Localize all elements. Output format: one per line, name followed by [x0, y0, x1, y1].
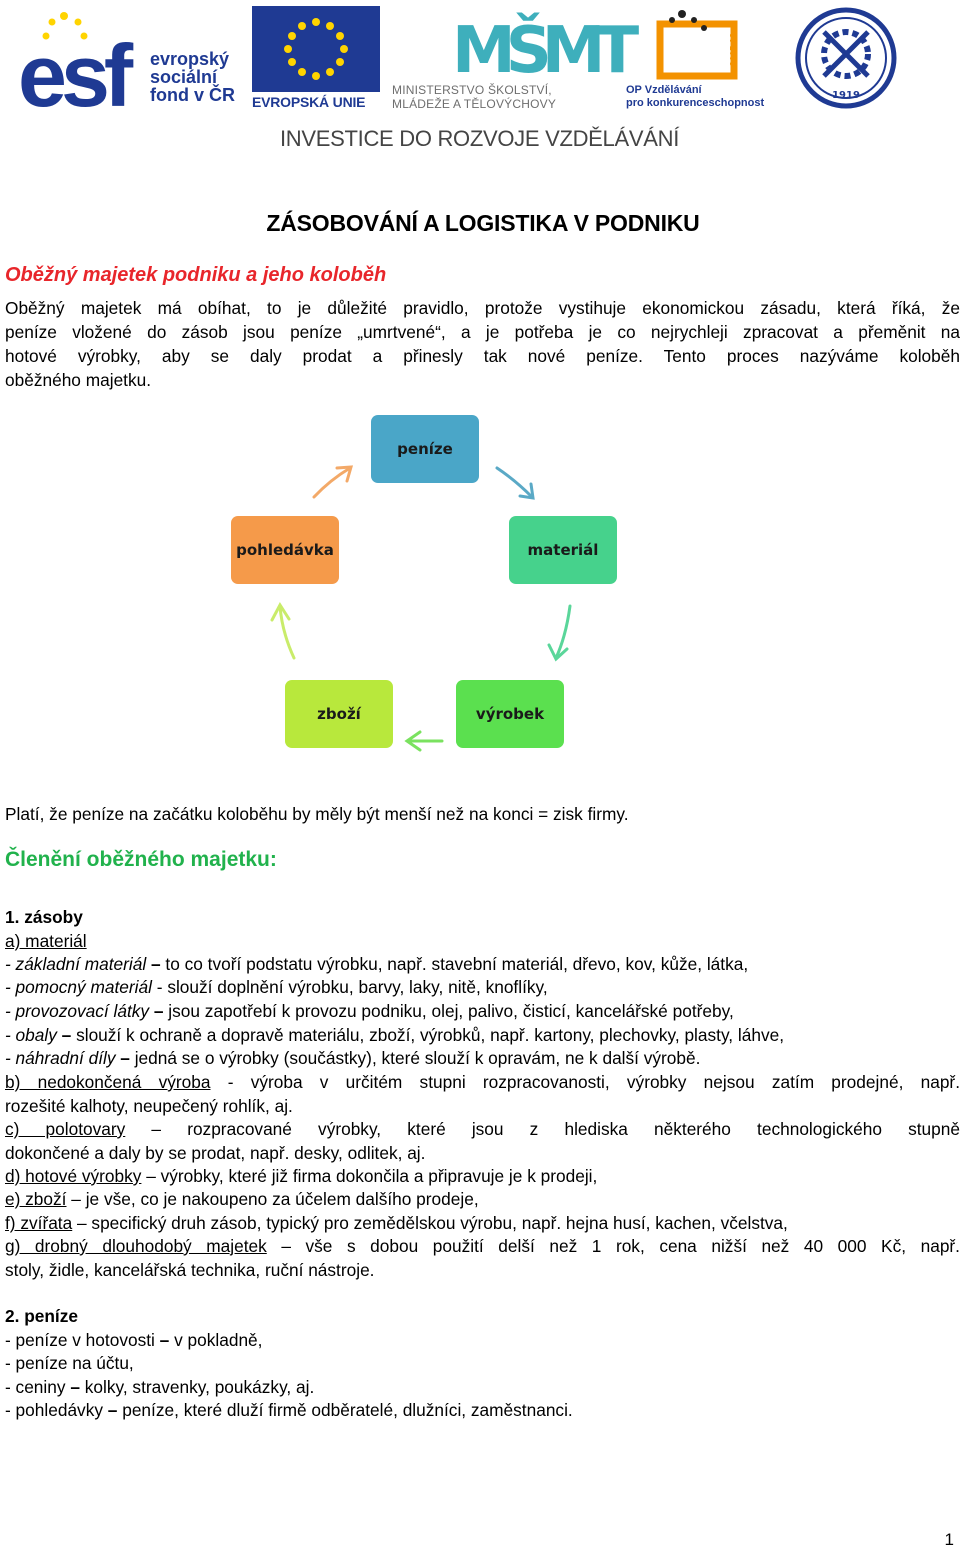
esf-logo — [18, 6, 148, 125]
subheading-material: a) materiál — [5, 931, 87, 951]
list-item: - obaly – slouží k ochraně a dopravě materiálu, zboží, výrobků, např. kartony, plechovky, plasty, láhve, — [5, 1025, 785, 1045]
item-goods: e) zboží – je vše, co je nakoupeno za účelem dalšího prodeje, — [5, 1189, 479, 1209]
svg-text:1919: 1919 — [832, 90, 860, 101]
rule-sentence: Platí, že peníze na začátku koloběhu by měly být menší než na konci = zisk firmy. — [5, 804, 629, 824]
op-logo — [652, 6, 748, 82]
item-wip-line-1: b) nedokončená výroba - výroba v určitém stupni rozpracovanosti, výrobky nejsou zatím prodejné, např. — [5, 1072, 960, 1092]
item-semi-line-2: dokončené a daly by se prodat, např. desky, odlitek, aj. — [5, 1143, 426, 1163]
msmt-caption: MINISTERSTVO ŠKOLSTVÍ, MLÁDEŽE A TĚLOVÝCHOVY — [392, 83, 557, 111]
intro-line-1: Oběžný majetek má obíhat, to je důležité pravidlo, protože vystihuje ekonomickou zásadu, která říká, že — [5, 298, 960, 318]
header-logo-strip — [0, 0, 960, 160]
section-heading-breakdown: Členění oběžného majetku: — [5, 848, 277, 871]
intro-line-2: peníze vložené do zásob jsou peníze „umrtvené“, a je potřeba je co nejrychleji zpracovat a přeměnit na — [5, 322, 960, 342]
heading-money: 2. peníze — [5, 1306, 78, 1326]
esf-caption: evropský sociální fond v ČR — [150, 49, 235, 105]
eu-flag-icon — [252, 6, 380, 92]
cycle-arrows — [0, 400, 960, 780]
heading-inventory: 1. zásoby — [5, 907, 83, 927]
cycle-node-material: materiál — [509, 516, 617, 584]
list-item: - ceniny – kolky, stravenky, poukázky, aj. — [5, 1377, 315, 1397]
arrow-product-goods — [407, 732, 442, 750]
cycle-node-money: peníze — [371, 415, 479, 483]
item-wip-line-2: rozešité kalhoty, neupečený rohlík, aj. — [5, 1096, 293, 1116]
section-heading-cycle: Oběžný majetek podniku a jeho koloběh — [5, 264, 387, 286]
arrow-receivable-money — [314, 467, 351, 497]
list-item: - provozovací látky – jsou zapotřebí k provozu podniku, olej, palivo, čisticí, kancelářské potřeby, — [5, 1001, 734, 1021]
page-number: 1 — [944, 1530, 954, 1549]
page-title: ZÁSOBOVÁNÍ A LOGISTIKA V PODNIKU — [266, 210, 700, 236]
item-animals: f) zvířata – specifický druh zásob, typický pro zemědělskou výrobu, např. hejna husí, kachen, včelstva, — [5, 1213, 788, 1233]
cycle-node-product: výrobek — [456, 680, 564, 748]
investice-slogan: INVESTICE DO ROZVOJE VZDĚLÁVÁNÍ — [280, 126, 680, 151]
intro-line-4: oběžného majetku. — [5, 370, 152, 390]
svg-text:MŠMT: MŠMT — [452, 14, 630, 88]
cycle-node-receivable: pohledávka — [231, 516, 339, 584]
list-item: - peníze v hotovosti – v pokladně, — [5, 1330, 263, 1350]
item-semi-line-1: c) polotovary – rozpracované výrobky, které jsou z hlediska některého technologického stupně — [5, 1119, 960, 1139]
arrow-goods-receivable — [272, 605, 294, 658]
cycle-node-goods: zboží — [285, 680, 393, 748]
msmt-logo — [448, 4, 630, 88]
item-finished: d) hotové výrobky – výrobky, které již firma dokončila a připravuje je k prodeji, — [5, 1166, 598, 1186]
arrow-material-product — [549, 606, 570, 659]
list-item: - pomocný materiál - slouží doplnění výrobku, barvy, laky, nitě, knoflíky, — [5, 977, 548, 997]
school-seal-icon — [794, 6, 898, 110]
arrow-money-material — [497, 468, 533, 498]
op-caption: OP Vzdělávání pro konkurenceschopnost — [626, 84, 765, 109]
item-small-assets-line-1: g) drobný dlouhodobý majetek – vše s dobou použití delší než 1 rok, cena nižší než 40 000 Kč, např. — [5, 1236, 960, 1256]
intro-line-3: hotové výrobky, aby se daly prodat a přinesly tak nové peníze. Tento proces nazýváme koloběh — [5, 346, 960, 366]
eu-caption: EVROPSKÁ UNIE — [252, 94, 366, 110]
item-small-assets-line-2: stoly, židle, kancelářská technika, ruční nástroje. — [5, 1260, 375, 1280]
list-item: - peníze na účtu, — [5, 1353, 134, 1373]
list-item: - základní materiál – to co tvoří podstatu výrobku, např. stavební materiál, dřevo, kov, kůže, látka, — [5, 954, 749, 974]
list-item: - pohledávky – peníze, které dluží firmě odběratelé, dlužníci, zaměstnanci. — [5, 1400, 573, 1420]
svg-text:esf: esf — [18, 26, 128, 125]
svg-text:2007-13: 2007-13 — [729, 32, 738, 66]
list-item: - náhradní díly – jedná se o výrobky (součástky), které slouží k opravám, ne k další výrobě. — [5, 1048, 701, 1068]
